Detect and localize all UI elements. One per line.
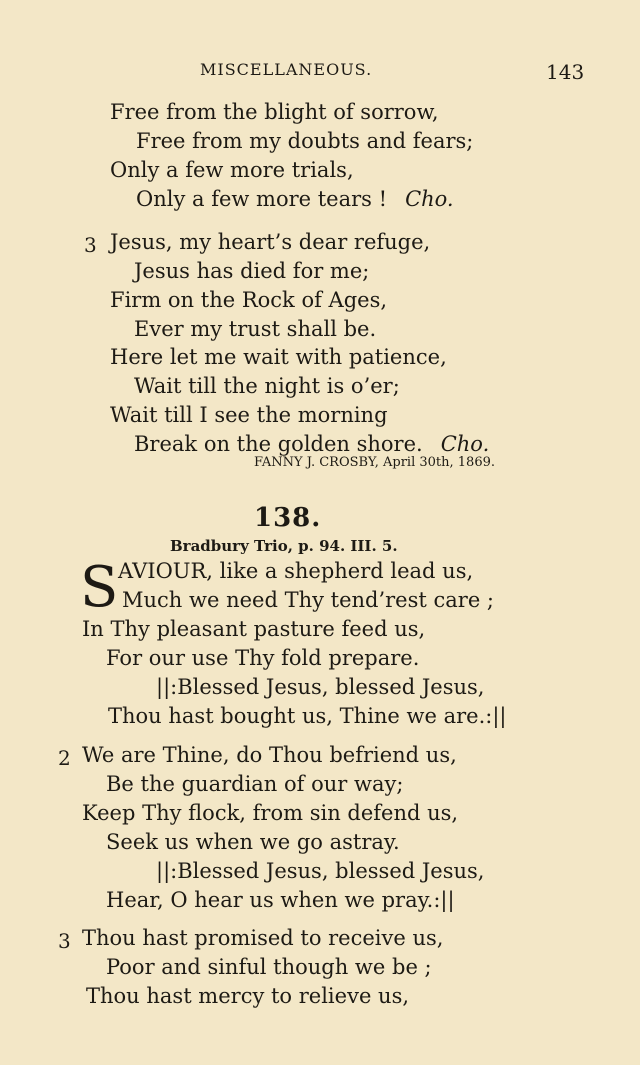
verse-number: 2 <box>58 746 71 770</box>
verse-line: Free from the blight of sorrow, <box>110 100 439 124</box>
verse-line: Jesus, my heart’s dear refuge, <box>110 230 431 254</box>
verse-line: We are Thine, do Thou befriend us, <box>82 743 457 767</box>
verse-text: Break on the golden shore. <box>134 432 423 456</box>
verse-text: Only a few more tears ! <box>136 187 388 211</box>
refrain-line: Hear, O hear us when we pray.:|| <box>106 888 455 912</box>
verse-line: Be the guardian of our way; <box>106 772 404 796</box>
verse-line: Seek us when we go astray. <box>106 830 400 854</box>
verse-line: Thou hast promised to receive us, <box>82 926 444 950</box>
verse-number: 3 <box>58 929 71 953</box>
hymn-number: 138. <box>254 503 322 533</box>
drop-cap: S <box>80 555 119 620</box>
page-number: 143 <box>546 60 585 84</box>
verse-line: AVIOUR, like a shepherd lead us, <box>118 559 474 583</box>
verse-line: Poor and sinful though we be ; <box>106 955 432 979</box>
verse-line: Firm on the Rock of Ages, <box>110 288 388 312</box>
chorus-mark: Cho. <box>405 187 454 211</box>
refrain-line: ||:Blessed Jesus, blessed Jesus, <box>156 675 485 699</box>
author-credit: FANNY J. CROSBY, April 30th, 1869. <box>254 455 495 470</box>
verse-line: Wait till I see the morning <box>110 403 388 427</box>
verse-line: Ever my trust shall be. <box>134 317 377 341</box>
verse-line: Only a few more trials, <box>110 158 354 182</box>
refrain-line: ||:Blessed Jesus, blessed Jesus, <box>156 859 485 883</box>
verse-line: Keep Thy flock, from sin defend us, <box>82 801 459 825</box>
verse-line: Much we need Thy tend’rest care ; <box>122 588 495 612</box>
verse-number: 3 <box>84 233 97 257</box>
verse-line: Wait till the night is o’er; <box>134 374 400 398</box>
verse-line: In Thy pleasant pasture feed us, <box>82 617 426 641</box>
verse-line: Thou hast mercy to relieve us, <box>86 984 410 1008</box>
verse-line <box>134 431 489 457</box>
refrain-line: Thou hast bought us, Thine we are.:|| <box>108 704 507 728</box>
running-header: MISCELLANEOUS. <box>200 60 373 79</box>
verse-line: Free from my doubts and fears; <box>136 129 474 153</box>
verse-line: For our use Thy fold prepare. <box>106 646 420 670</box>
verse-line <box>136 186 454 212</box>
verse-line: Jesus has died for me; <box>134 259 370 283</box>
chorus-mark: Cho. <box>440 432 490 456</box>
tune-reference: Bradbury Trio, p. 94. III. 5. <box>170 537 398 555</box>
verse-line: Here let me wait with patience, <box>110 345 447 369</box>
